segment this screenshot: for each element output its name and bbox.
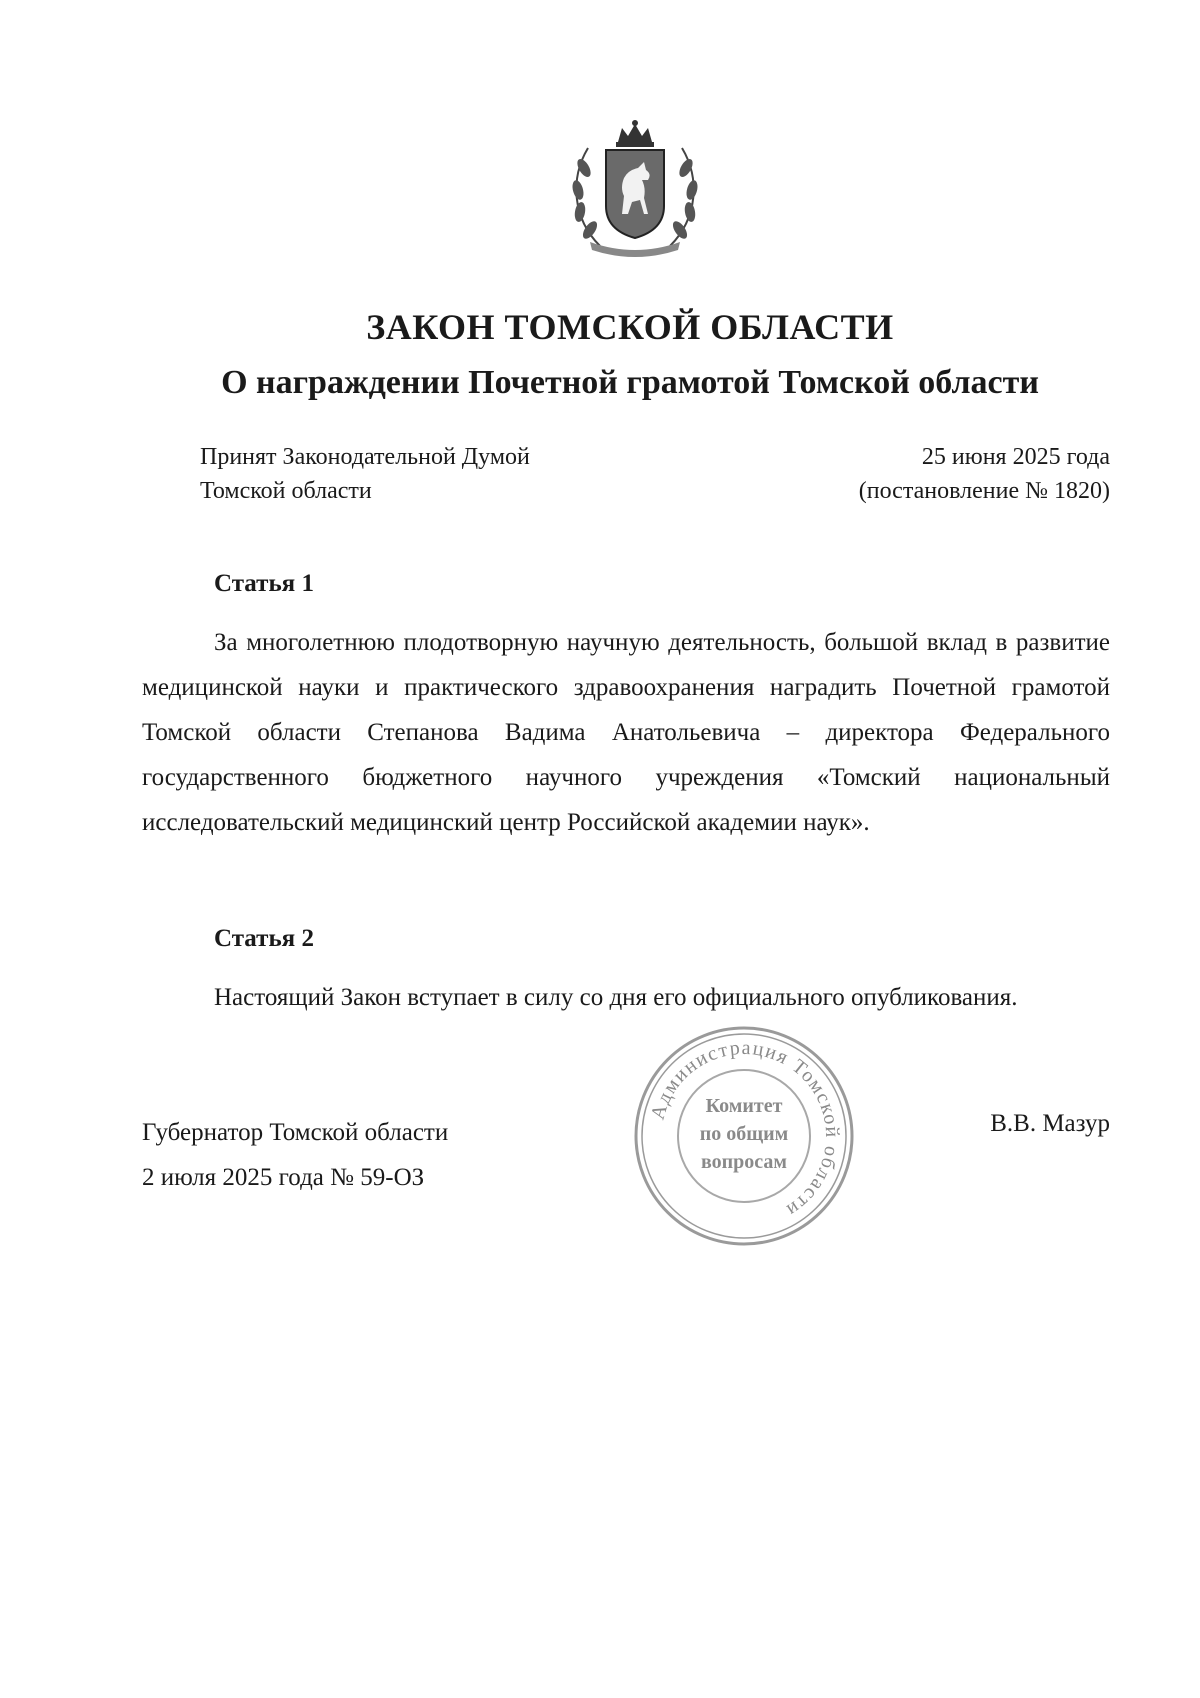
- signature-block: [142, 1110, 448, 1200]
- stamp-ring-text: Администрация Томской области: [646, 1036, 844, 1222]
- adoption-line-2: Томской области: [200, 478, 372, 504]
- stamp-line-2: по общим: [699, 1123, 789, 1145]
- coat-of-arms-icon: [560, 118, 710, 258]
- stamp-line-3: вопросам: [700, 1151, 788, 1173]
- adoption-body: [200, 440, 530, 508]
- governor-title: Губернатор Томской области: [142, 1119, 449, 1146]
- stamp-line-1: Комитет: [705, 1095, 783, 1117]
- governor-name: В.В. Мазур: [990, 1110, 1110, 1137]
- adoption-date: 25 июня 2025 года: [921, 444, 1110, 470]
- adoption-line-1: Принят Законодательной Думой: [200, 444, 530, 470]
- article-2-text: Настоящий Закон вступает в силу со дня его официального опубликования.: [214, 984, 1018, 1011]
- law-title: ЗАКОН ТОМСКОЙ ОБЛАСТИ: [366, 307, 894, 347]
- article-1-heading: Статья 1: [214, 570, 314, 597]
- adoption-date-block: [859, 440, 1110, 508]
- article-1-text: За многолетнюю плодотворную научную деятельность, большой вклад в развитие медицинской науки и практического здравоохранения наградить Почетной грамотой Томской области Степанова Вадима Анатольевича – директора Федерального государственного бюджетного научного учреждения «Томский национальный исследовательский медицинский центр Российской академии наук».: [142, 629, 1110, 836]
- resolution-number: (постановление № 1820): [858, 478, 1110, 504]
- article-2-heading: Статья 2: [214, 925, 314, 952]
- law-date-number: 2 июля 2025 года № 59-ОЗ: [142, 1164, 425, 1191]
- official-stamp: [632, 1024, 856, 1248]
- law-subtitle: О награждении Почетной грамотой Томской области: [221, 364, 1039, 401]
